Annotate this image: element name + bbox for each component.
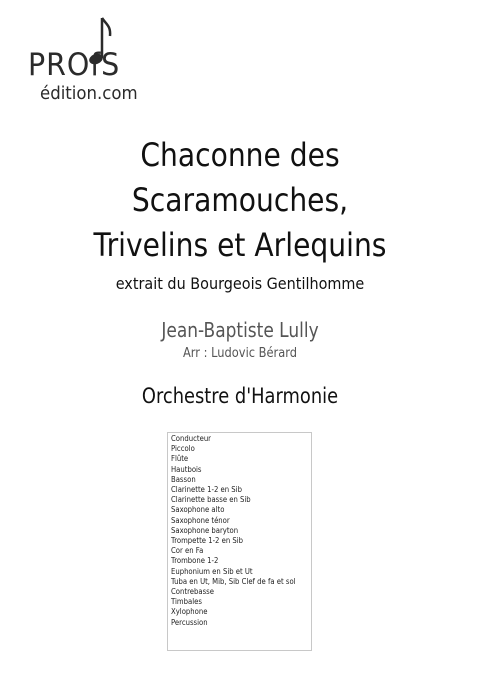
parts-list (167, 432, 312, 651)
score-subtitle: extrait du Bourgeois Gentilhomme (115, 274, 365, 293)
arranger-name: Arr : Ludovic Bérard (182, 346, 298, 361)
logo-brand: PROfS (28, 47, 121, 83)
title-line-1: Chaconne des (140, 136, 340, 174)
title-line-3: Trivelins et Arlequins (93, 226, 387, 264)
part-item: Saxophone alto (171, 505, 225, 515)
part-item: Timbales (171, 597, 202, 607)
part-item: Saxophone baryton (171, 525, 239, 535)
publisher-logo (26, 12, 176, 107)
part-item: Xylophone (171, 607, 208, 617)
part-item: Basson (171, 474, 196, 484)
part-item: Percussion (171, 617, 208, 627)
part-item: Clarinette basse en Sib (171, 495, 251, 505)
part-item: Flûte (171, 454, 189, 464)
part-item: Piccolo (171, 444, 195, 454)
part-item: Conducteur (171, 434, 212, 443)
part-item: Saxophone ténor (171, 515, 230, 525)
composer-name: Jean-Baptiste Lully (161, 318, 319, 342)
part-item: Hautbois (171, 464, 202, 474)
title-line-2: Scaramouches, (131, 181, 349, 219)
logo-domain: édition.com (40, 83, 138, 104)
part-item: Cor en Fa (171, 546, 204, 556)
part-item: Trombone 1-2 (171, 556, 219, 566)
part-item: Euphonium en Sib et Ut (171, 566, 253, 576)
part-item: Clarinette 1-2 en Sib (171, 485, 242, 495)
part-item: Contrebasse (171, 587, 214, 597)
ensemble-name: Orchestre d'Harmonie (141, 384, 339, 408)
part-item: Tuba en Ut, Mib, Sib Clef de fa et sol (171, 576, 296, 586)
score-title (0, 133, 480, 268)
part-item: Trompette 1-2 en Sib (171, 536, 244, 546)
